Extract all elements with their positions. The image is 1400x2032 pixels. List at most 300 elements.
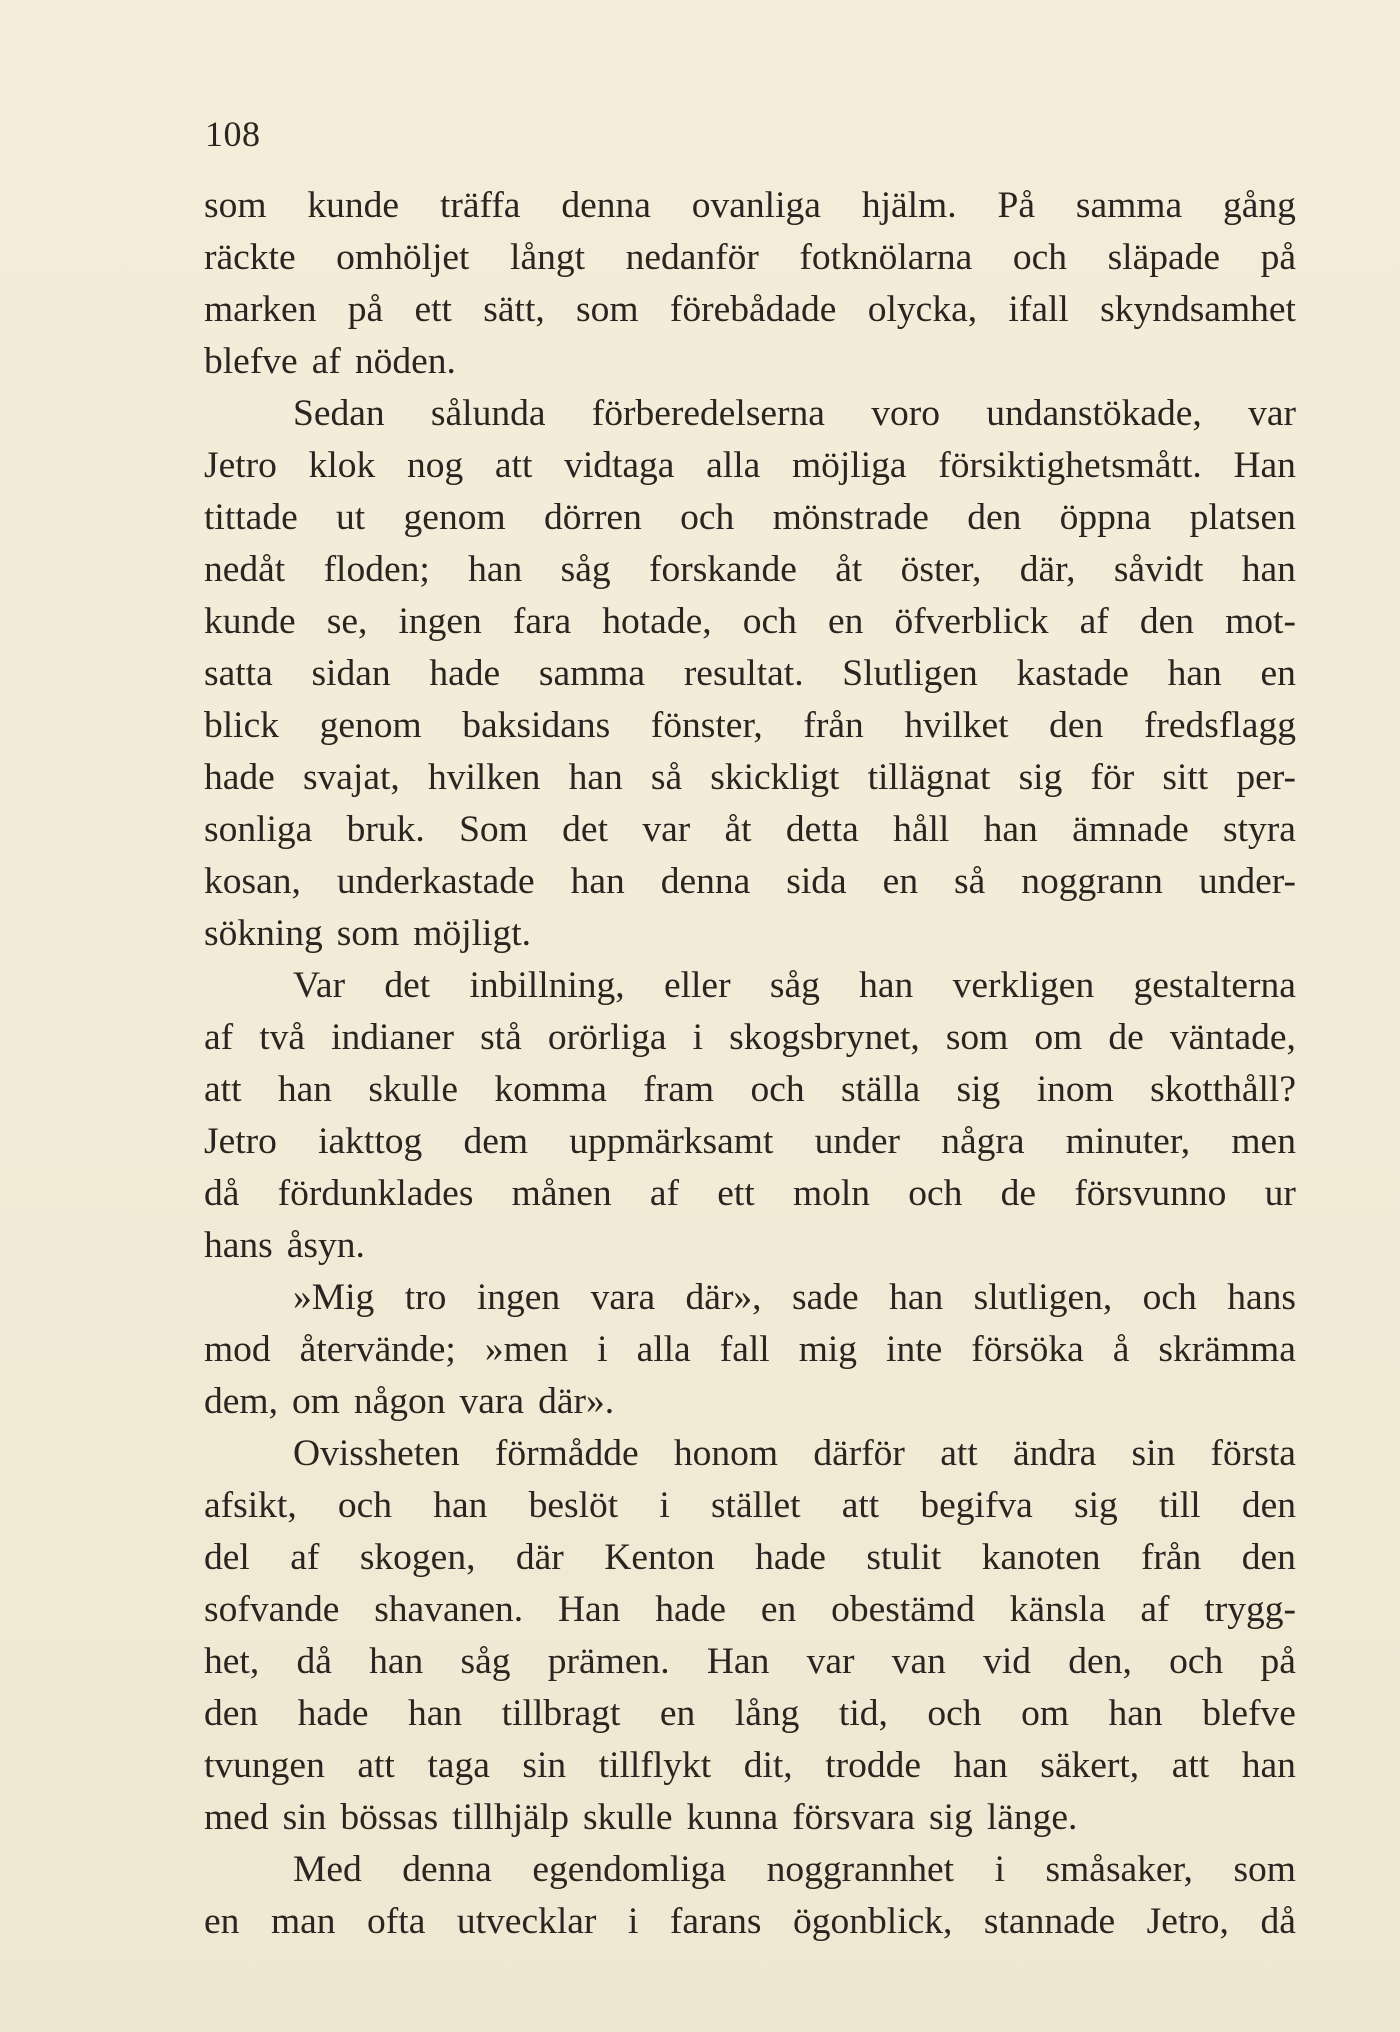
word: af <box>204 1017 234 1058</box>
word: att <box>494 445 533 486</box>
word: åt <box>835 549 863 590</box>
word: om <box>1021 1693 1069 1734</box>
text-line <box>204 232 1296 284</box>
word: voro <box>871 393 940 434</box>
word: som <box>576 289 639 330</box>
word: den <box>204 1693 259 1734</box>
text-line <box>204 1324 1296 1376</box>
word: på <box>347 289 384 330</box>
word: resultat. <box>683 653 804 694</box>
word: länge. <box>986 1797 1078 1838</box>
word: sökning <box>204 913 323 954</box>
word: gestalterna <box>1133 965 1296 1006</box>
word: stannade <box>983 1901 1116 1942</box>
word: indianer <box>331 1017 454 1058</box>
word: Kenton <box>604 1537 715 1578</box>
word: fönster, <box>650 705 763 746</box>
word: sig <box>1074 1485 1118 1526</box>
word: räckte <box>204 237 296 278</box>
word: i <box>627 1901 639 1942</box>
word: försöka <box>971 1329 1084 1370</box>
word: skickligt <box>710 757 840 798</box>
word: gång <box>1223 185 1296 226</box>
word: vidtaga <box>564 445 675 486</box>
word: som <box>945 1017 1009 1058</box>
word: den <box>967 497 1022 538</box>
word: blefve <box>204 341 298 382</box>
word: dit, <box>743 1745 793 1786</box>
word: långt <box>510 237 586 278</box>
word: nog <box>406 445 464 486</box>
word: han <box>1241 1745 1296 1786</box>
word: återvände; <box>299 1329 456 1370</box>
word: farans <box>669 1901 762 1942</box>
word: tillbragt <box>501 1693 621 1734</box>
word: sin <box>522 1745 567 1786</box>
word: hans <box>204 1225 273 1266</box>
word: slutligen, <box>973 1277 1113 1318</box>
word: af <box>290 1537 320 1578</box>
word: och <box>680 497 735 538</box>
word: fotknölarna <box>799 237 973 278</box>
word: platsen <box>1189 497 1296 538</box>
word: och <box>1012 237 1067 278</box>
word: Jetro <box>204 445 277 486</box>
word: han <box>953 1745 1008 1786</box>
text-line <box>204 1896 1296 1948</box>
word: Han <box>1233 445 1296 486</box>
word: På <box>997 185 1035 226</box>
word: sida <box>786 861 847 902</box>
word: sig <box>929 1797 973 1838</box>
word: håll <box>893 809 950 850</box>
word: från <box>1140 1537 1202 1578</box>
text-line <box>204 908 1296 960</box>
word: minuter, <box>1065 1121 1191 1162</box>
word: sitt <box>1162 757 1209 798</box>
word: om <box>1034 1017 1083 1058</box>
word: alla <box>636 1329 691 1370</box>
word: tid, <box>838 1693 888 1734</box>
text-line <box>204 1584 1296 1636</box>
word: ställa <box>841 1069 921 1110</box>
word: väntade, <box>1169 1017 1296 1058</box>
word: verkligen <box>952 965 1095 1006</box>
text-line <box>204 1532 1296 1584</box>
text-line <box>204 336 1296 388</box>
word: detta <box>785 809 859 850</box>
text-line <box>204 856 1296 908</box>
word: denna <box>660 861 751 902</box>
word: obestämd <box>831 1589 975 1630</box>
text-line <box>204 1480 1296 1532</box>
word: begifva <box>920 1485 1033 1526</box>
text-line <box>204 544 1296 596</box>
word: han <box>1167 653 1222 694</box>
text-line <box>204 388 1296 440</box>
text-line <box>204 492 1296 544</box>
word: iakttog <box>318 1121 423 1162</box>
word: »Mig <box>293 1277 375 1318</box>
word: skyndsamhet <box>1100 289 1296 330</box>
word: och <box>1169 1641 1224 1682</box>
word: per- <box>1236 757 1296 798</box>
word: tittade <box>204 497 298 538</box>
text-line <box>204 284 1296 336</box>
word: skulle <box>582 1797 673 1838</box>
text-line <box>204 1220 1296 1272</box>
word: sålunda <box>430 393 546 434</box>
word: så <box>954 861 986 902</box>
word: under- <box>1198 861 1296 902</box>
word: honom <box>673 1433 779 1474</box>
word: känsla <box>1009 1589 1106 1630</box>
word: att <box>940 1433 978 1474</box>
word: af <box>649 1173 679 1214</box>
word: ofta <box>367 1901 426 1942</box>
word: utvecklar <box>456 1901 597 1942</box>
word: var <box>1248 393 1296 434</box>
word: taga <box>427 1745 490 1786</box>
word: mig <box>798 1329 858 1370</box>
word: förberedelserna <box>591 393 825 434</box>
word: det <box>562 809 608 850</box>
word: kunde <box>204 601 296 642</box>
text-line <box>204 1740 1296 1792</box>
word: Ovissheten <box>293 1433 460 1474</box>
word: en <box>1260 653 1296 694</box>
word: han <box>468 549 523 590</box>
word: blick <box>204 705 279 746</box>
word: i <box>597 1329 608 1370</box>
word: där <box>515 1537 564 1578</box>
word: bruk. <box>346 809 425 850</box>
word: moln <box>792 1173 871 1214</box>
word: i <box>692 1017 704 1058</box>
word: i <box>659 1485 670 1526</box>
word: skrämma <box>1158 1329 1296 1370</box>
word: och <box>750 1069 805 1110</box>
word: ovanliga <box>691 185 821 226</box>
word: han <box>433 1485 488 1526</box>
word: hade <box>297 1693 369 1734</box>
text-line <box>204 1012 1296 1064</box>
word: styra <box>1223 809 1296 850</box>
text-line <box>204 1636 1296 1688</box>
word: afsikt, <box>204 1485 297 1526</box>
word: inbillning, <box>469 965 625 1006</box>
body-text <box>204 180 1296 1948</box>
word: första <box>1210 1433 1296 1474</box>
word: så <box>650 757 683 798</box>
word: sofvande <box>204 1589 340 1630</box>
word: blefve <box>1202 1693 1296 1734</box>
word: satta <box>204 653 273 694</box>
word: några <box>941 1121 1025 1162</box>
word: skulle <box>368 1069 458 1110</box>
word: tillflykt <box>598 1745 712 1786</box>
text-line <box>204 596 1296 648</box>
word: försvunno <box>1074 1173 1227 1214</box>
word: denna <box>561 185 651 226</box>
word: möjligt. <box>413 913 531 954</box>
word: uppmärksamt <box>569 1121 774 1162</box>
word: kastade <box>1016 653 1129 694</box>
word: såvidt <box>1113 549 1204 590</box>
word: förmådde <box>494 1433 639 1474</box>
word: noggrann <box>1021 861 1163 902</box>
word: sade <box>792 1277 859 1318</box>
word: en <box>659 1693 696 1734</box>
word: sätt, <box>483 289 545 330</box>
word: inom <box>1036 1069 1114 1110</box>
word: då <box>204 1173 240 1214</box>
text-line <box>204 1792 1296 1844</box>
word: försvara <box>792 1797 916 1838</box>
word: nedanför <box>625 237 759 278</box>
word: från <box>803 705 864 746</box>
word: fall <box>719 1329 770 1370</box>
word: ämnade <box>1072 809 1189 850</box>
word: ett <box>414 289 452 330</box>
word: sig <box>956 1069 1001 1110</box>
word: ändra <box>1012 1433 1097 1474</box>
word: af <box>311 341 341 382</box>
word: den <box>1139 601 1195 642</box>
word: dem <box>463 1121 529 1162</box>
word: mönstrade <box>772 497 929 538</box>
word: öfverblick <box>894 601 1049 642</box>
word: den <box>1241 1537 1296 1578</box>
word: beslöt <box>528 1485 619 1526</box>
word: åt <box>724 809 752 850</box>
word: lång <box>734 1693 800 1734</box>
word: del <box>204 1537 250 1578</box>
word: sin <box>282 1797 327 1838</box>
word: som <box>336 913 400 954</box>
word: marken <box>204 289 317 330</box>
word: då <box>1260 1901 1296 1942</box>
word: tillägnat <box>867 757 991 798</box>
word: baksidans <box>462 705 611 746</box>
word: vara <box>590 1277 656 1318</box>
word: där». <box>538 1381 615 1422</box>
word: tro <box>404 1277 447 1318</box>
word: ingen <box>476 1277 561 1318</box>
word: såg <box>460 1641 511 1682</box>
word: stå <box>480 1017 522 1058</box>
word: den, <box>1068 1641 1132 1682</box>
word: hjälm. <box>861 185 957 226</box>
word: och <box>1142 1277 1197 1318</box>
text-line <box>204 1116 1296 1168</box>
word: sig <box>1018 757 1063 798</box>
word: de <box>1000 1173 1037 1214</box>
word: att <box>841 1485 880 1526</box>
word: och <box>742 601 797 642</box>
word: bössas <box>340 1797 439 1838</box>
word: den <box>1049 705 1104 746</box>
word: där, <box>1019 549 1076 590</box>
word: såg <box>769 965 820 1006</box>
word: med <box>204 1797 269 1838</box>
word: hvilket <box>904 705 1009 746</box>
word: han <box>1108 1693 1163 1734</box>
word: de <box>1108 1017 1144 1058</box>
word: han <box>859 965 914 1006</box>
word: Sedan <box>293 393 385 434</box>
word: van <box>891 1641 946 1682</box>
word: tillhjälp <box>452 1797 569 1838</box>
word: genom <box>403 497 506 538</box>
word: fram <box>643 1069 715 1110</box>
word: shavanen. <box>374 1589 524 1630</box>
word: vid <box>983 1641 1032 1682</box>
word: Han <box>557 1589 621 1630</box>
word: svajat, <box>302 757 400 798</box>
word: Jetro, <box>1146 1901 1229 1942</box>
word: hade <box>429 653 501 694</box>
word: eller <box>663 965 731 1006</box>
word: denna <box>402 1849 492 1890</box>
word: ur <box>1264 1173 1296 1214</box>
word: trygg- <box>1204 1589 1296 1630</box>
word: under <box>814 1121 900 1162</box>
word: hade <box>204 757 275 798</box>
word: öster, <box>900 549 982 590</box>
word: kanoten <box>981 1537 1101 1578</box>
word: han <box>407 1693 463 1734</box>
word: var <box>806 1641 855 1682</box>
word: för <box>1090 757 1135 798</box>
word: där», <box>685 1277 762 1318</box>
word: orörliga <box>547 1017 667 1058</box>
word: möjliga <box>791 445 907 486</box>
word: småsaker, <box>1045 1849 1193 1890</box>
word: Var <box>293 965 346 1006</box>
word: att <box>357 1745 395 1786</box>
word: månen <box>511 1173 612 1214</box>
word: nöden. <box>354 341 456 382</box>
text-line <box>204 1376 1296 1428</box>
word: han <box>889 1277 944 1318</box>
word: en <box>760 1589 797 1630</box>
word: alla <box>706 445 761 486</box>
text-line <box>204 804 1296 856</box>
word: det <box>384 965 431 1006</box>
text-line <box>204 180 1296 232</box>
word: prämen. <box>547 1641 670 1682</box>
page-number: 108 <box>205 114 261 154</box>
word: kunde <box>307 185 400 226</box>
word: Han <box>706 1641 770 1682</box>
word: samma <box>538 653 646 694</box>
word: Jetro <box>204 1121 277 1162</box>
word: som <box>1233 1849 1296 1890</box>
word: hade <box>755 1537 826 1578</box>
text-line <box>204 1168 1296 1220</box>
word: klok <box>308 445 376 486</box>
text-line <box>204 1688 1296 1740</box>
text-line <box>204 440 1296 492</box>
word: tvungen <box>204 1745 325 1786</box>
word: noggrannhet <box>766 1849 955 1890</box>
word: af <box>1140 1589 1170 1630</box>
word: dem, <box>204 1381 278 1422</box>
word: omhöljet <box>336 237 470 278</box>
word: inte <box>886 1329 943 1370</box>
word: och <box>908 1173 963 1214</box>
word: vara <box>459 1381 525 1422</box>
word: undanstökade, <box>986 393 1202 434</box>
word: underkastade <box>336 861 535 902</box>
word: en <box>882 861 919 902</box>
word: han <box>568 757 623 798</box>
word: samma <box>1075 185 1183 226</box>
word: mod <box>204 1329 271 1370</box>
word: Slutligen <box>842 653 978 694</box>
word: stulit <box>866 1537 942 1578</box>
word: men <box>1231 1121 1296 1162</box>
word: sidan <box>311 653 391 694</box>
word: som <box>204 185 267 226</box>
word: olycka, <box>867 289 978 330</box>
word: skogsbrynet, <box>729 1017 920 1058</box>
word: kunna <box>686 1797 779 1838</box>
word: »men <box>484 1329 569 1370</box>
word: mot- <box>1225 601 1296 642</box>
text-line <box>204 752 1296 804</box>
text-line <box>204 700 1296 752</box>
word: komma <box>494 1069 607 1110</box>
word: han <box>1241 549 1296 590</box>
word: förebådade <box>669 289 837 330</box>
word: på <box>1260 1641 1296 1682</box>
word: het, <box>204 1641 260 1682</box>
word: man <box>270 1901 336 1942</box>
word: att <box>1171 1745 1210 1786</box>
word: hade <box>655 1589 727 1630</box>
word: se, <box>326 601 368 642</box>
text-line <box>204 960 1296 1012</box>
text-line <box>204 1844 1296 1896</box>
word: han <box>570 861 625 902</box>
word: skotthåll? <box>1150 1069 1296 1110</box>
word: sonliga <box>204 809 313 850</box>
word: öppna <box>1059 497 1152 538</box>
word: åsyn. <box>286 1225 365 1266</box>
word: då <box>296 1641 332 1682</box>
word: i <box>994 1849 1005 1890</box>
word: fara <box>512 601 572 642</box>
word: om <box>291 1381 340 1422</box>
word: Som <box>459 809 528 850</box>
word: var <box>642 809 691 850</box>
word: å <box>1112 1329 1130 1370</box>
word: den <box>1241 1485 1296 1526</box>
word: hotade, <box>602 601 712 642</box>
word: Med <box>293 1849 362 1890</box>
text-line <box>204 1428 1296 1480</box>
word: dörren <box>543 497 642 538</box>
word: genom <box>319 705 422 746</box>
word: fredsflagg <box>1143 705 1296 746</box>
word: af <box>1079 601 1109 642</box>
word: fördunklades <box>277 1173 474 1214</box>
word: på <box>1260 237 1296 278</box>
word: floden; <box>323 549 430 590</box>
word: att <box>204 1069 242 1110</box>
